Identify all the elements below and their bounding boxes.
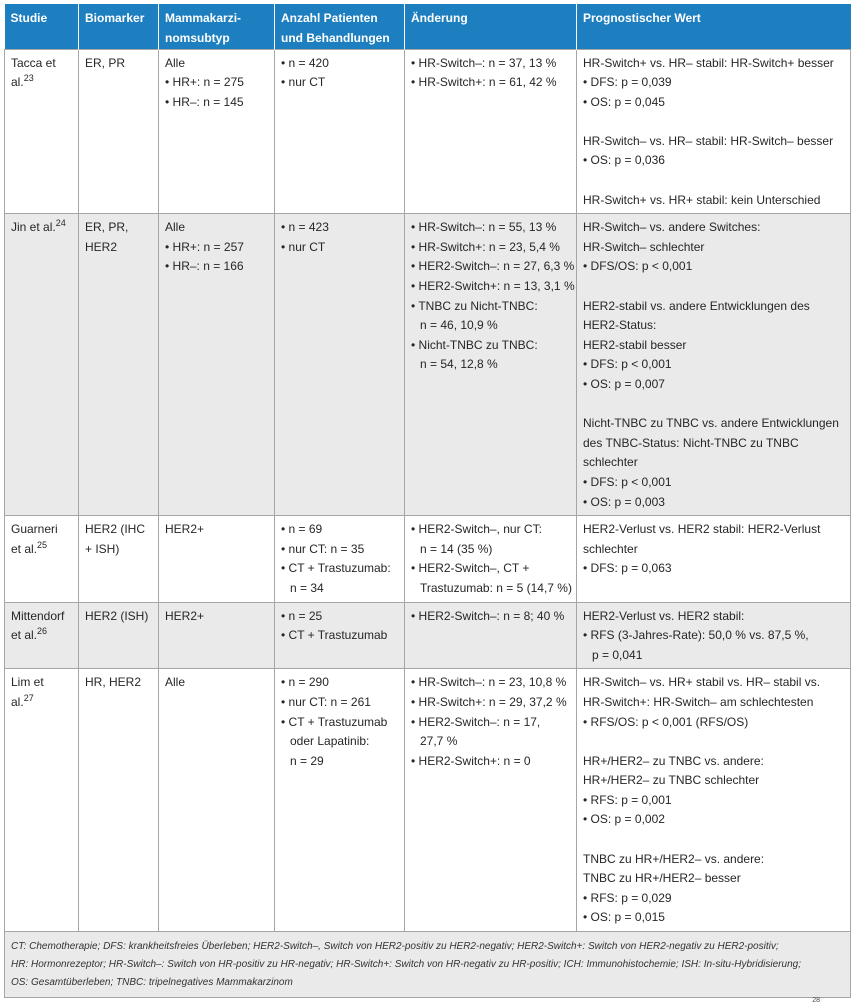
prognostic-cell <box>577 214 851 516</box>
change-text: • HR-Switch–: n = 23, 10,8 % <box>411 675 567 690</box>
patients-cell <box>275 49 405 214</box>
header-text: Änderung <box>411 11 468 25</box>
study-cell <box>5 49 79 214</box>
footnote-row <box>5 932 851 998</box>
patients-text: • n = 290 <box>281 675 329 690</box>
header-text: Studie <box>10 11 48 25</box>
spacer <box>583 277 844 297</box>
patients-cell <box>275 669 405 932</box>
prognostic-text: TNBC zu HR+/HER2– besser <box>583 871 741 886</box>
study-text: Jin et al.$^{24}$ <box>11 218 66 235</box>
reference-number: 25 <box>37 539 48 550</box>
change-text: n = 46, 10,9 % <box>420 318 498 333</box>
page-number: 28 <box>812 997 820 1004</box>
subtype-cell <box>159 214 275 516</box>
study-text: et al.$^{26}$ <box>11 626 48 643</box>
biomarker-text: ER, PR, <box>85 220 129 235</box>
patients-text: oder Lapatinib: <box>290 734 370 749</box>
patients-text: • n = 69 <box>281 522 323 537</box>
prognostic-text: • OS: p = 0,036 <box>583 153 665 168</box>
prognostic-text: HR+/HER2– zu TNBC vs. andere: <box>583 753 764 768</box>
change-text: • Nicht-TNBC zu TNBC: <box>411 337 538 352</box>
subtype-cell <box>159 669 275 932</box>
footnote <box>5 932 851 998</box>
prognostic-text: HR-Switch– schlechter <box>583 239 705 254</box>
biomarker-cell <box>79 516 159 602</box>
prognostic-text: schlechter <box>583 541 638 556</box>
spacer <box>583 732 844 752</box>
column-header <box>159 4 275 49</box>
biomarker-cell <box>79 602 159 669</box>
column-header <box>79 4 159 49</box>
change-text: • HER2-Switch+: n = 13, 3,1 % <box>411 279 575 294</box>
reference-number: 26 <box>37 626 48 637</box>
prognostic-text: • OS: p = 0,003 <box>583 494 665 509</box>
biomarker-text: HER2 <box>85 239 118 254</box>
study-text: et al.$^{25}$ <box>11 539 48 556</box>
patients-text: • nur CT: n = 35 <box>281 541 365 556</box>
prognostic-text: Nicht-TNBC zu TNBC vs. andere Entwicklungen <box>583 416 839 431</box>
prognostic-text: HR-Switch– vs. HR+ stabil vs. HR– stabil vs. <box>583 675 821 690</box>
header-text: Mammakarzi- <box>165 11 242 25</box>
header-text: nomsubtyp <box>165 30 230 45</box>
prognostic-text: HR-Switch– vs. HR– stabil: HR-Switch– besser <box>583 133 834 148</box>
footnote-text: HR: Hormonrezeptor; HR-Switch–: Switch von HR-positiv zu HR-negativ; HR-Switch+: Switch von HR-negativ zu HR-positiv; ICH: Immunohistochemie; ISH: In-situ-Hybridisierung; <box>11 959 801 971</box>
footnote-text: CT: Chemotherapie; DFS: krankheitsfreies Überleben; HER2-Switch–, Switch von HER2-positiv zu HER2-negativ; HER2-Switch+: Switch von HER2-negativ zu HER2-positiv; <box>11 941 779 953</box>
spacer <box>583 395 844 415</box>
spacer <box>583 171 844 191</box>
study-cell <box>5 669 79 932</box>
change-cell <box>405 669 577 932</box>
change-cell <box>405 214 577 516</box>
prognostic-text: HR-Switch– vs. andere Switches: <box>583 220 761 235</box>
column-header <box>5 4 79 49</box>
reference-number: 23 <box>23 73 34 84</box>
patients-text: n = 29 <box>290 753 324 768</box>
header-text: Anzahl Patienten <box>281 11 378 25</box>
table-row <box>5 602 851 669</box>
subtype-text: Alle <box>165 220 186 235</box>
study-table <box>4 4 851 998</box>
patients-text: • n = 423 <box>281 220 329 235</box>
prognostic-text: • OS: p = 0,002 <box>583 812 665 827</box>
prognostic-text: • DFS: p = 0,039 <box>583 75 672 90</box>
study-cell <box>5 602 79 669</box>
prognostic-text: • RFS: p = 0,001 <box>583 792 672 807</box>
subtype-text: HER2+ <box>165 522 205 537</box>
prognostic-text: • OS: p = 0,007 <box>583 377 665 391</box>
prognostic-text: HER2-stabil vs. andere Entwicklungen des <box>583 298 810 313</box>
change-cell <box>405 49 577 214</box>
subtype-text: • HR–: n = 166 <box>165 259 244 274</box>
table-row <box>5 49 851 214</box>
change-text: • HER2-Switch–, CT + <box>411 561 530 576</box>
change-text: • HER2-Switch–: n = 27, 6,3 % <box>411 259 575 274</box>
prognostic-text: p = 0,041 <box>592 647 643 662</box>
prognostic-text: • DFS: p < 0,001 <box>583 357 672 372</box>
table-row <box>5 669 851 932</box>
subtype-cell <box>159 516 275 602</box>
spacer <box>583 112 844 132</box>
subtype-cell <box>159 49 275 214</box>
prognostic-text: • DFS: p < 0,001 <box>583 474 672 489</box>
change-text: • HER2-Switch–, nur CT: <box>411 522 542 537</box>
change-text: • HER2-Switch+: n = 0 <box>411 753 531 768</box>
header-text: und Behandlungen <box>281 30 390 45</box>
study-text: Guarneri <box>11 522 58 537</box>
patients-text: • nur CT: n = 261 <box>281 694 371 709</box>
study-text: Lim et <box>11 675 44 690</box>
change-text: 27,7 % <box>420 734 458 749</box>
study-text: Tacca et <box>11 55 56 70</box>
change-text: • HR-Switch–: n = 37, 13 % <box>411 55 557 70</box>
change-text: • HR-Switch+: n = 23, 5,4 % <box>411 239 560 254</box>
subtype-text: • HR+: n = 257 <box>165 239 244 254</box>
patients-text: • CT + Trastuzumab <box>281 714 388 729</box>
biomarker-text: ER, PR <box>85 55 126 70</box>
study-text: al.$^{27}$ <box>11 692 34 709</box>
subtype-text: Alle <box>165 55 186 70</box>
patients-text: • n = 420 <box>281 55 329 70</box>
prognostic-cell <box>577 669 851 932</box>
prognostic-cell <box>577 602 851 669</box>
prognostic-text: • DFS/OS: p < 0,001 <box>583 259 693 274</box>
prognostic-text: • RFS: p = 0,029 <box>583 890 672 905</box>
header-text: Prognostischer Wert <box>583 11 701 25</box>
biomarker-text: + ISH) <box>85 541 120 556</box>
change-text: • HER2-Switch–: n = 17, <box>411 714 541 729</box>
table-row <box>5 516 851 602</box>
prognostic-text: HR-Switch+ vs. HR– stabil: HR-Switch+ besser <box>583 55 834 70</box>
study-text: Mittendorf <box>11 608 65 623</box>
prognostic-text: HER2-Verlust vs. HER2 stabil: <box>583 608 745 623</box>
prognostic-text: HR+/HER2– zu TNBC schlechter <box>583 773 760 788</box>
prognostic-text: • RFS/OS: p < 0,001 (RFS/OS) <box>583 714 749 729</box>
subtype-text: Alle <box>165 675 186 690</box>
patients-text: • CT + Trastuzumab <box>281 628 388 643</box>
subtype-text: • HR+: n = 275 <box>165 75 244 90</box>
change-text: Trastuzumab: n = 5 (14,7 %) <box>420 580 572 595</box>
header-text: Biomarker <box>85 11 145 25</box>
prognostic-cell <box>577 49 851 214</box>
patients-text: n = 34 <box>290 580 324 595</box>
prognostic-text: HR-Switch+: HR-Switch– am schlechtesten <box>583 694 814 709</box>
prognostic-text: • RFS (3-Jahres-Rate): 50,0 % vs. 87,5 %, <box>583 628 809 643</box>
header-row <box>5 4 851 49</box>
prognostic-text: • OS: p = 0,015 <box>583 910 665 925</box>
reference-number: 27 <box>23 692 34 703</box>
patients-text: • nur CT <box>281 75 326 90</box>
prognostic-text: • OS: p = 0,045 <box>583 94 665 109</box>
study-text: al.$^{23}$ <box>11 73 34 90</box>
table-row <box>5 214 851 516</box>
prognostic-text: schlechter <box>583 455 638 470</box>
patients-text: • n = 25 <box>281 608 323 623</box>
prognostic-text: HER2-Verlust vs. HER2 stabil: HER2-Verlust <box>583 522 821 537</box>
prognostic-text: HER2-Status: <box>583 318 657 333</box>
prognostic-text: • DFS: p = 0,063 <box>583 561 672 576</box>
subtype-cell <box>159 602 275 669</box>
prognostic-text: HR-Switch+ vs. HR+ stabil: kein Unterschied <box>583 192 821 207</box>
prognostic-text: TNBC zu HR+/HER2– vs. andere: <box>583 851 765 866</box>
biomarker-cell <box>79 49 159 214</box>
change-text: n = 14 (35 %) <box>420 541 493 556</box>
patients-cell <box>275 516 405 602</box>
change-text: • HR-Switch+: n = 29, 37,2 % <box>411 694 567 709</box>
spacer <box>583 830 844 850</box>
biomarker-cell <box>79 669 159 932</box>
change-text: • HR-Switch–: n = 55, 13 % <box>411 220 557 235</box>
biomarker-text: HER2 (ISH) <box>85 608 149 623</box>
patients-text: • nur CT <box>281 239 326 254</box>
patients-text: • CT + Trastuzumab: <box>281 561 391 576</box>
biomarker-text: HER2 (IHC <box>85 522 146 537</box>
reference-number: 24 <box>55 218 66 229</box>
column-header <box>275 4 405 49</box>
biomarker-cell <box>79 214 159 516</box>
patients-cell <box>275 214 405 516</box>
prognostic-text: des TNBC-Status: Nicht-TNBC zu TNBC <box>583 435 799 450</box>
study-cell <box>5 516 79 602</box>
change-text: n = 54, 12,8 % <box>420 357 498 372</box>
change-text: • TNBC zu Nicht-TNBC: <box>411 298 538 313</box>
change-cell <box>405 602 577 669</box>
column-header <box>405 4 577 49</box>
table-container <box>4 4 850 998</box>
change-text: • HR-Switch+: n = 61, 42 % <box>411 75 557 90</box>
table-body <box>5 49 851 932</box>
change-cell <box>405 516 577 602</box>
prognostic-text: HER2-stabil besser <box>583 337 687 352</box>
biomarker-text: HR, HER2 <box>85 675 142 690</box>
subtype-text: HER2+ <box>165 608 205 623</box>
patients-cell <box>275 602 405 669</box>
footnote-text: OS: Gesamtüberleben; TNBC: tripelnegatives Mammakarzinom <box>11 977 293 989</box>
column-header <box>577 4 851 49</box>
change-text: • HER2-Switch–: n = 8; 40 % <box>411 608 565 623</box>
prognostic-cell <box>577 516 851 602</box>
subtype-text: • HR–: n = 145 <box>165 94 244 109</box>
study-cell <box>5 214 79 516</box>
